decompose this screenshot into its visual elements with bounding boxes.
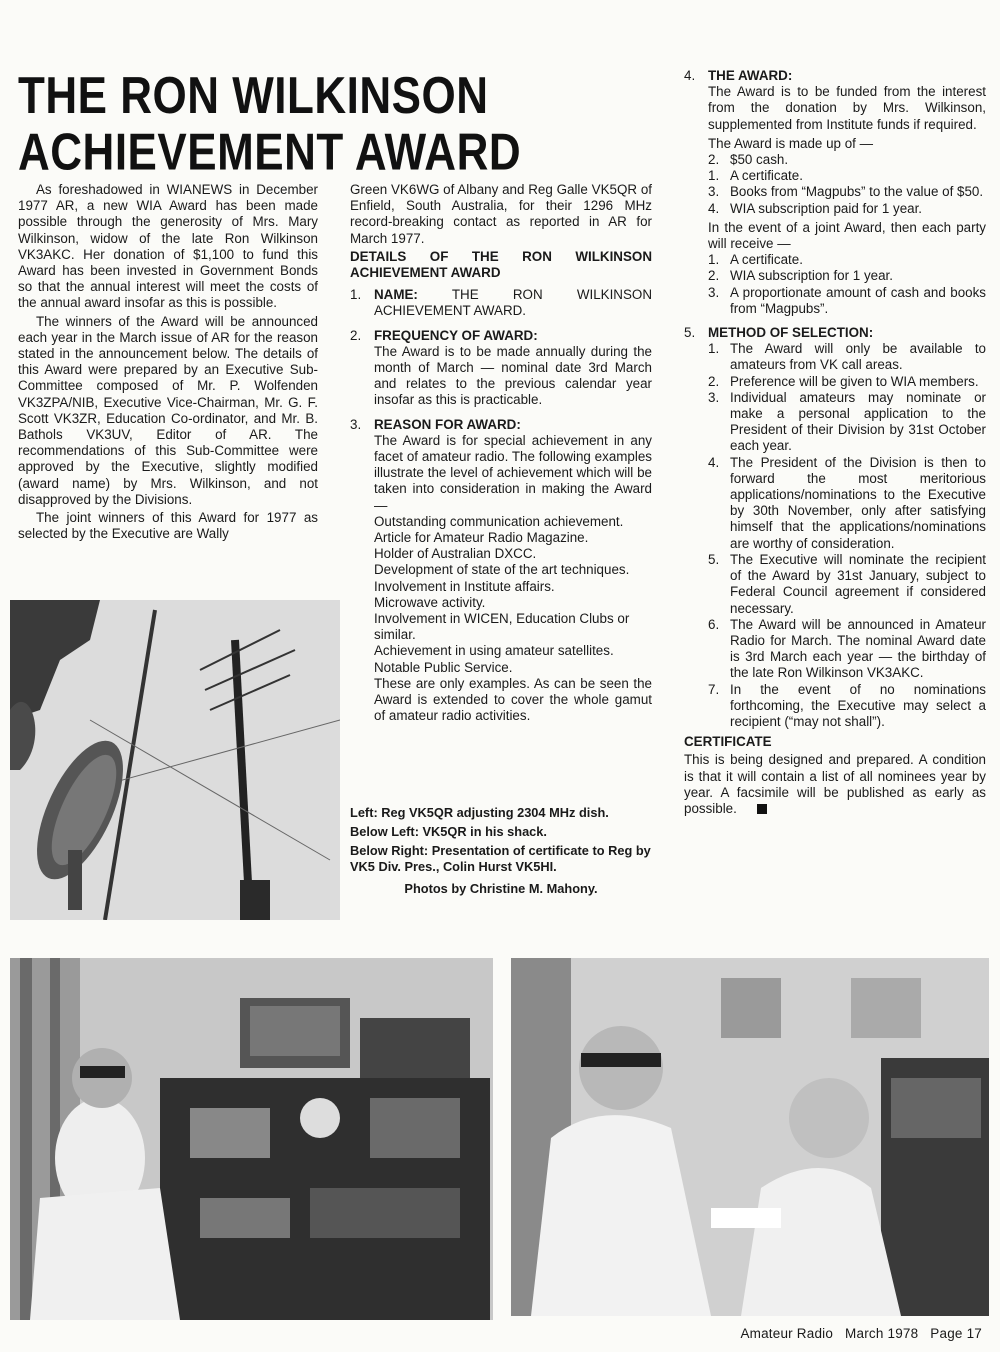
item-heading: NAME: — [374, 287, 418, 303]
item-text: THE RON WILKINSON ACHIEVEMENT AWARD. — [374, 287, 652, 319]
page-footer — [732, 1326, 982, 1341]
joint-winners-paragraph: The joint winners of this Award for 1977 as selected by the Executive are Wally — [18, 510, 318, 542]
list-item: 7. In the event of no nominations forthcoming, the Executive may select a recipient (“may not shall”). — [708, 681, 986, 729]
photo-credit: Photos by Christine M. Mahony. — [404, 881, 598, 896]
example: Involvement in Institute affairs. — [374, 578, 555, 594]
example: Development of state of the art techniques. — [374, 562, 630, 578]
detail-item-selection — [684, 325, 986, 730]
item-text: These are only examples. As can be seen the Award is extended to cover the whole gamut of amateur radio activities. — [374, 675, 652, 724]
item-number: 2. — [350, 327, 362, 343]
footer-magazine: Amateur Radio — [740, 1326, 834, 1341]
example: Achievement in using amateur satellites. — [374, 643, 614, 659]
item-heading: THE AWARD: — [708, 68, 793, 83]
item-heading: REASON FOR AWARD: — [374, 416, 521, 432]
detail-item-frequency — [350, 328, 652, 409]
list-item: 3. Books from “Magpubs” to the value of $50. — [708, 184, 984, 200]
caption-below-right: Below Right: Presentation of certificate to Reg by VK5 Div. Pres., Colin Hurst VK5HI. — [350, 843, 651, 874]
item-heading: METHOD OF SELECTION: — [708, 325, 874, 341]
column-3 — [684, 68, 986, 819]
winners-paragraph: The winners of the Award will be announced each year in the March issue of AR for the reason stated in the announcement below. The details of this Award were prepared by an Executive Sub-Committee composed of Mr. P. Wolfenden VK3ZPA/NIB, Executive Vice-Chairman, Mr. G. F. Scott VK3ZR, Education Co-ordinator, and Mr. B. Bathols VK3UV, Editor of AR. The recommendations of this Sub-Committee were approved by the Executive, slightly modified (award name) by Mrs. Wilkinson, and not disapproved by the Divisions. — [18, 313, 318, 507]
details-list — [350, 287, 652, 724]
footer-page-number: Page 17 — [930, 1326, 982, 1341]
item-number: 1. — [350, 287, 362, 303]
list-item: 4. WIA subscription paid for 1 year. — [708, 200, 923, 216]
article-title — [18, 68, 538, 181]
item-text: In the event of a joint Award, then each party will receive — — [708, 219, 986, 252]
list-item: 3. A proportionate amount of cash and books from “Magpubs”. — [708, 284, 986, 316]
item-text: The Award is to be made annually during the month of March — nominal date 3rd March and relates to the previous calendar year insofar as this is practicable. — [374, 343, 652, 408]
list-item: 2. WIA subscription for 1 year. — [708, 268, 893, 284]
item-text: The Award is to be funded from the interest from the donation by Mrs. Wilkinson, supplemented from Institute funds if required. — [708, 84, 986, 132]
certificate-heading: CERTIFICATE — [684, 734, 772, 750]
selection-list — [708, 341, 986, 730]
list-item: 1. The Award will only be available to amateurs from VK call areas. — [708, 341, 986, 373]
column-2 — [350, 182, 652, 733]
intro-paragraph: As foreshadowed in WIANEWS in December 1977 AR, a new WIA Award has been made possible through the generosity of Mrs. Mary Wilkinson, widow of the late Ron Wilkinson VK3AKC. Her donation of $1,100 to fund this Award has been invested in Government Bonds so that the annual interest will meet the costs of the annual award insofar as this is possible. — [18, 182, 318, 311]
example: Article for Amateur Radio Magazine. — [374, 530, 589, 546]
detail-item-award — [684, 68, 986, 317]
item-heading: FREQUENCY OF AWARD: — [374, 327, 538, 343]
column-1 — [18, 182, 318, 544]
caption-below-left: Below Left: VK5QR in his shack. — [350, 824, 547, 839]
item-number: 3. — [350, 416, 362, 432]
certificate-text: This is being designed and prepared. A condition is that it will contain a list of all nominees year by year. A facsimile will be published as early as possible. — [684, 752, 986, 816]
photo-shack — [10, 958, 493, 1320]
photo-dish-antenna — [10, 600, 340, 920]
caption-left: Left: Reg VK5QR adjusting 2304 MHz dish. — [350, 805, 609, 820]
list-item: 3. Individual amateurs may nominate or make a personal application to the President of their Division by 31st October each year. — [708, 389, 986, 454]
end-of-article-mark — [757, 804, 767, 814]
footer-issue: March 1978 — [845, 1326, 919, 1341]
list-item: 5. The Executive will nominate the recipient of the Award by 31st January, subject to Federal Council agreement if considered necessary. — [708, 551, 986, 616]
winners-continued: Green VK6WG of Albany and Reg Galle VK5QR of Enfield, South Australia, for their 1296 MHz record-breaking contact as reported in AR for March 1977. — [350, 182, 652, 246]
joint-award-list — [708, 252, 986, 317]
example: Involvement in WICEN, Education Clubs or similar. — [374, 611, 630, 643]
example: Holder of Australian DXCC. — [374, 546, 537, 562]
list-item: 1. A certificate. — [708, 168, 803, 184]
list-item: 1. A certificate. — [708, 252, 803, 268]
detail-item-name — [350, 287, 652, 319]
example: Notable Public Service. — [374, 659, 513, 675]
photo-captions — [350, 805, 652, 896]
title-line-1: THE RON WILKINSON — [18, 66, 489, 125]
photo-presentation — [511, 958, 989, 1316]
item-number: 5. — [684, 325, 696, 341]
list-item: 2. $50 cash. — [708, 152, 789, 168]
list-item: 2. Preference will be given to WIA members. — [708, 373, 979, 389]
example: Microwave activity. — [374, 594, 486, 610]
item-text: The Award is made up of — — [708, 135, 873, 151]
item-number: 4. — [684, 68, 696, 83]
item-text: The Award is for special achievement in any facet of amateur radio. The following examples illustrate the level of achievement which will be taken into consideration in making the Award— — [374, 432, 652, 513]
details-heading: DETAILS OF THE RON WILKINSON ACHIEVEMENT AWARD — [350, 248, 652, 281]
list-item: 6. The Award will be announced in Amateur Radio for March. The nominal Award date is 3rd March each year — the birthday of the late Ron Wilkinson VK3AKC. — [708, 616, 986, 681]
title-line-2: ACHIEVEMENT AWARD — [18, 123, 522, 182]
example: Outstanding communication achievement. — [374, 513, 624, 529]
award-components-list — [708, 152, 986, 217]
details-list-continued — [684, 68, 986, 730]
detail-item-reason — [350, 417, 652, 725]
list-item: 4. The President of the Division is then to forward the most meritorious applications/nominations to the Executive by 30th November, only after satisfying himself that the applications/nominations are worthy of consideration. — [708, 454, 986, 551]
